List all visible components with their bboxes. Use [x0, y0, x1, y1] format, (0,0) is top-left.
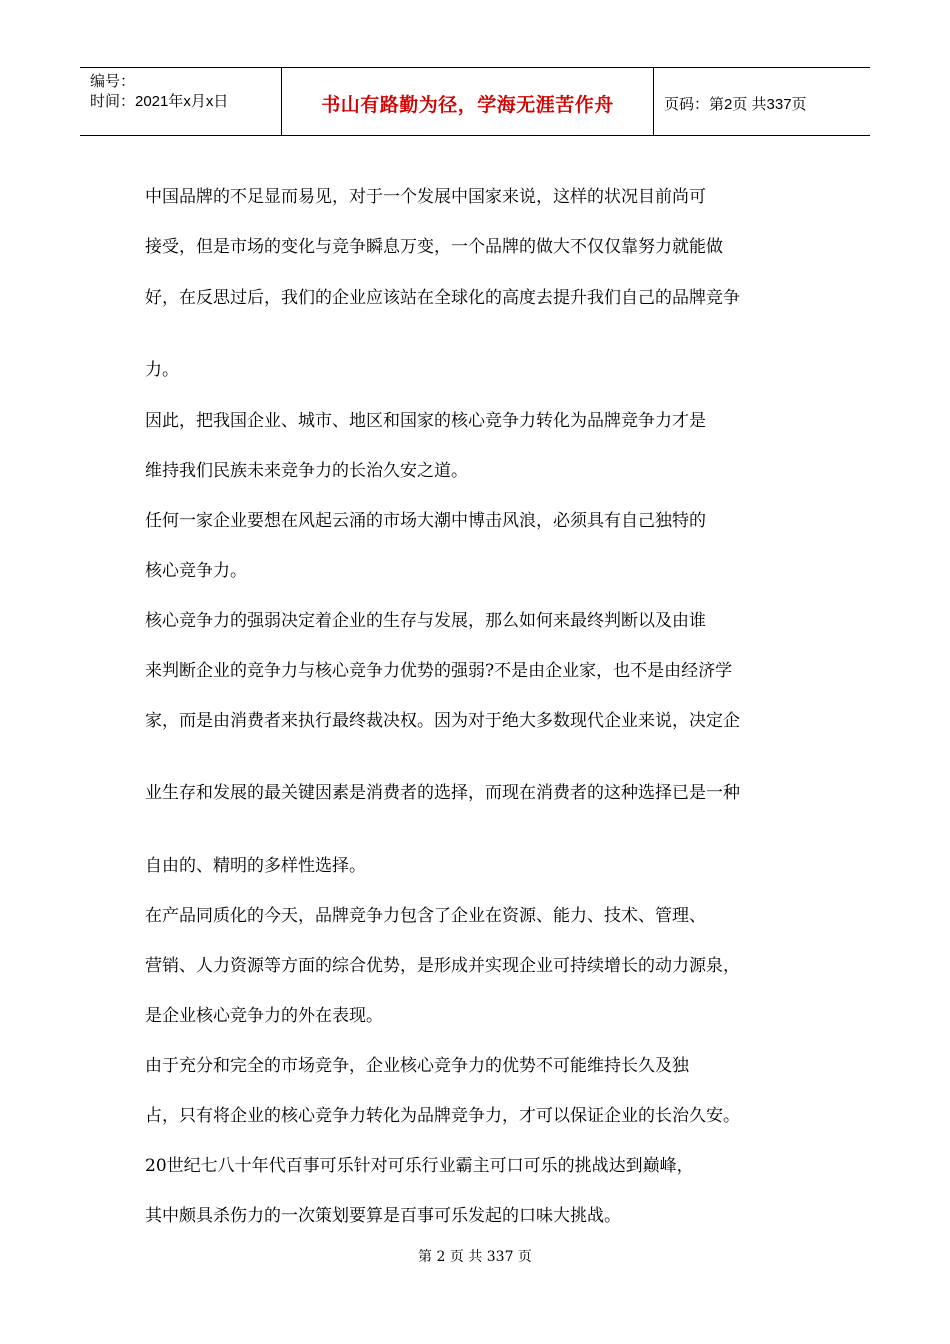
body-line: 核心竞争力。: [145, 561, 247, 581]
body-line: 是企业核心竞争力的外在表现。: [145, 1006, 383, 1026]
body-line: 任何一家企业要想在风起云涌的市场大潮中博击风浪，必须具有自己独特的: [145, 511, 706, 531]
document-date-label: 时间：2021年x月x日: [90, 93, 229, 110]
header-motto-cell: [282, 68, 654, 135]
page-header: [80, 67, 870, 136]
body-line: 来判断企业的竞争力与核心竞争力优势的强弱?不是由企业家，也不是由经济学: [145, 661, 733, 681]
body-line: 维持我们民族未来竞争力的长治久安之道。: [145, 461, 468, 481]
body-line: 因此，把我国企业、城市、地区和国家的核心竞争力转化为品牌竞争力才是: [145, 411, 706, 431]
body-line: 占，只有将企业的核心竞争力转化为品牌竞争力，才可以保证企业的长治久安。: [145, 1106, 740, 1126]
body-line: 其中颇具杀伤力的一次策划要算是百事可乐发起的口味大挑战。: [145, 1206, 621, 1226]
body-line: 由于充分和完全的市场竞争，企业核心竞争力的优势不可能维持长久及独: [145, 1056, 689, 1076]
header-meta-cell: [80, 68, 282, 135]
header-page-cell: [654, 68, 870, 135]
body-line: 家，而是由消费者来执行最终裁决权。因为对于绝大多数现代企业来说，决定企: [145, 711, 740, 731]
body-line: 接受，但是市场的变化与竞争瞬息万变，一个品牌的做大不仅仅靠努力就能做: [145, 237, 723, 257]
body-line: 力。: [145, 360, 179, 380]
body-line: 中国品牌的不足显而易见，对于一个发展中国家来说，这样的状况目前尚可: [145, 187, 706, 207]
body-line: 核心竞争力的强弱决定着企业的生存与发展，那么如何来最终判断以及由谁: [145, 611, 706, 631]
header-page-info: 页码：第2页 共337页: [664, 96, 807, 113]
document-number-label: 编号：: [90, 73, 136, 90]
body-line: 业生存和发展的最关键因素是消费者的选择，而现在消费者的这种选择已是一种: [145, 783, 740, 803]
body-line: 好，在反思过后，我们的企业应该站在全球化的高度去提升我们自己的品牌竞争: [145, 288, 740, 308]
body-line: 营销、人力资源等方面的综合优势，是形成并实现企业可持续增长的动力源泉，: [145, 956, 740, 976]
body-line: 20世纪七八十年代百事可乐针对可乐行业霸主可口可乐的挑战达到巅峰，: [145, 1156, 694, 1176]
header-motto: 书山有路勤为径，学海无涯苦作舟: [321, 94, 614, 116]
page-footer: 第 2 页 共 337 页: [418, 1249, 532, 1265]
body-line: 自由的、精明的多样性选择。: [145, 856, 366, 876]
body-line: 在产品同质化的今天，品牌竞争力包含了企业在资源、能力、技术、管理、: [145, 906, 706, 926]
